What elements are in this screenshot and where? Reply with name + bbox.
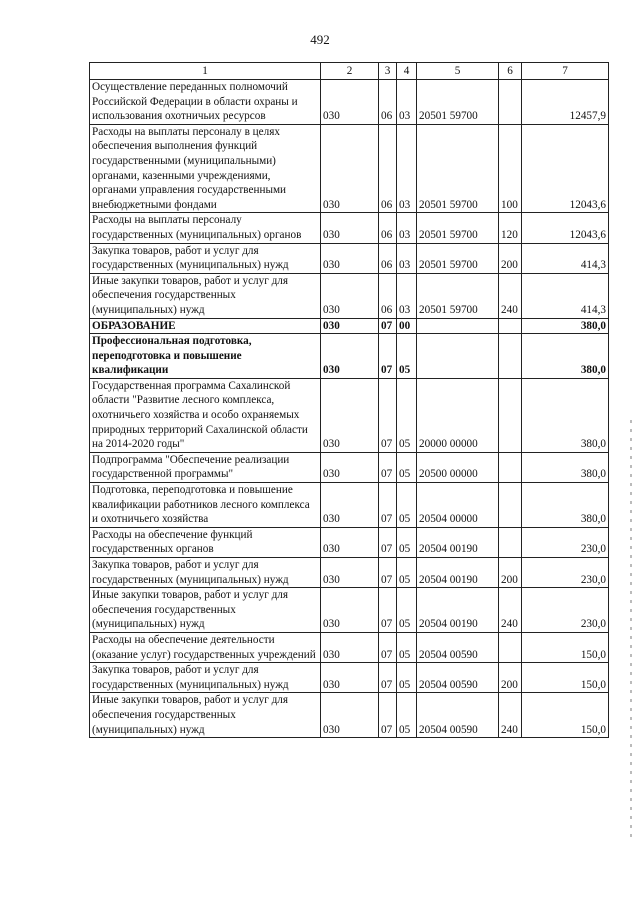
row-expense-type: 240 [499, 273, 522, 318]
row-amount: 150,0 [522, 693, 609, 738]
row-target-item: 20501 59700 [417, 273, 499, 318]
row-section: 07 [379, 483, 397, 528]
row-target-item: 20504 00590 [417, 632, 499, 662]
row-section: 07 [379, 527, 397, 557]
row-subsection: 05 [397, 663, 417, 693]
row-admin-code: 030 [321, 334, 379, 379]
table-row [90, 693, 609, 738]
row-target-item: 20000 00000 [417, 378, 499, 452]
row-expense-type [499, 318, 522, 334]
row-target-item: 20504 00190 [417, 558, 499, 588]
row-section: 07 [379, 334, 397, 379]
table-row [90, 273, 609, 318]
row-name: ОБРАЗОВАНИЕ [90, 318, 321, 334]
row-expense-type [499, 334, 522, 379]
row-subsection: 00 [397, 318, 417, 334]
row-section: 07 [379, 452, 397, 482]
row-name: Государственная программа Сахалинской области "Развитие лесного комплекса, охотничьего хозяйства и особо охраняемых природных территорий Сахалинской области на 2014-2020 годы" [90, 378, 321, 452]
row-amount: 380,0 [522, 318, 609, 334]
table-row [90, 632, 609, 662]
row-expense-type: 120 [499, 213, 522, 243]
row-target-item: 20504 00190 [417, 527, 499, 557]
budget-table [89, 62, 609, 738]
row-admin-code: 030 [321, 558, 379, 588]
row-admin-code: 030 [321, 693, 379, 738]
row-subsection: 03 [397, 273, 417, 318]
row-target-item: 20501 59700 [417, 243, 499, 273]
row-subsection: 05 [397, 693, 417, 738]
row-target-item: 20504 00190 [417, 588, 499, 633]
row-target-item [417, 334, 499, 379]
row-subsection: 05 [397, 588, 417, 633]
row-expense-type: 240 [499, 588, 522, 633]
table-row [90, 452, 609, 482]
row-admin-code: 030 [321, 588, 379, 633]
table-header-row [90, 63, 609, 80]
table-row [90, 213, 609, 243]
row-subsection: 03 [397, 124, 417, 213]
row-section: 07 [379, 588, 397, 633]
row-section: 06 [379, 273, 397, 318]
row-subsection: 05 [397, 378, 417, 452]
row-subsection: 03 [397, 213, 417, 243]
row-name: Расходы на выплаты персоналу в целях обеспечения выполнения функций государственными (муниципальными) органами, казенными учреждениями, органами управления государственными внебюджетными фондами [90, 124, 321, 213]
row-target-item: 20501 59700 [417, 124, 499, 213]
row-amount: 150,0 [522, 663, 609, 693]
row-section: 07 [379, 318, 397, 334]
row-target-item: 20504 00000 [417, 483, 499, 528]
row-target-item [417, 318, 499, 334]
row-expense-type: 240 [499, 693, 522, 738]
row-amount: 150,0 [522, 632, 609, 662]
table-row [90, 483, 609, 528]
row-name: Иные закупки товаров, работ и услуг для обеспечения государственных (муниципальных) нужд [90, 693, 321, 738]
row-target-item: 20501 59700 [417, 80, 499, 125]
page-number: 492 [310, 32, 330, 47]
table-row [90, 124, 609, 213]
table-row [90, 80, 609, 125]
row-amount: 12043,6 [522, 213, 609, 243]
row-amount: 230,0 [522, 588, 609, 633]
table-row [90, 527, 609, 557]
column-header: 7 [522, 63, 609, 80]
row-name: Осуществление переданных полномочий Российской Федерации в области охраны и использования охотничьих ресурсов [90, 80, 321, 125]
row-expense-type [499, 483, 522, 528]
row-admin-code: 030 [321, 632, 379, 662]
row-target-item: 20504 00590 [417, 663, 499, 693]
column-header: 4 [397, 63, 417, 80]
row-subsection: 05 [397, 334, 417, 379]
scan-margin-artifact [630, 420, 632, 840]
row-target-item: 20500 00000 [417, 452, 499, 482]
row-name: Закупка товаров, работ и услуг для государственных (муниципальных) нужд [90, 663, 321, 693]
row-subsection: 03 [397, 243, 417, 273]
row-amount: 414,3 [522, 243, 609, 273]
row-expense-type: 200 [499, 663, 522, 693]
row-name: Закупка товаров, работ и услуг для государственных (муниципальных) нужд [90, 243, 321, 273]
row-amount: 380,0 [522, 334, 609, 379]
column-header: 6 [499, 63, 522, 80]
row-amount: 380,0 [522, 483, 609, 528]
row-admin-code: 030 [321, 124, 379, 213]
budget-table-body [90, 63, 609, 738]
row-section: 06 [379, 80, 397, 125]
row-amount: 230,0 [522, 558, 609, 588]
row-admin-code: 030 [321, 243, 379, 273]
row-admin-code: 030 [321, 663, 379, 693]
row-section: 07 [379, 558, 397, 588]
row-name: Закупка товаров, работ и услуг для государственных (муниципальных) нужд [90, 558, 321, 588]
row-section: 07 [379, 632, 397, 662]
row-expense-type [499, 632, 522, 662]
row-admin-code: 030 [321, 273, 379, 318]
table-row [90, 334, 609, 379]
column-header: 5 [417, 63, 499, 80]
row-expense-type [499, 378, 522, 452]
row-name: Расходы на выплаты персоналу государственных (муниципальных) органов [90, 213, 321, 243]
row-name: Расходы на обеспечение деятельности (оказание услуг) государственных учреждений [90, 632, 321, 662]
row-name: Подпрограмма "Обеспечение реализации государственной программы" [90, 452, 321, 482]
column-header: 2 [321, 63, 379, 80]
table-row [90, 588, 609, 633]
row-admin-code: 030 [321, 452, 379, 482]
row-subsection: 05 [397, 452, 417, 482]
row-section: 06 [379, 124, 397, 213]
table-row [90, 243, 609, 273]
row-name: Иные закупки товаров, работ и услуг для обеспечения государственных (муниципальных) нужд [90, 273, 321, 318]
row-name: Профессиональная подготовка, переподготовка и повышение квалификации [90, 334, 321, 379]
row-subsection: 05 [397, 483, 417, 528]
row-section: 06 [379, 213, 397, 243]
row-target-item: 20501 59700 [417, 213, 499, 243]
row-name: Иные закупки товаров, работ и услуг для обеспечения государственных (муниципальных) нужд [90, 588, 321, 633]
row-amount: 12457,9 [522, 80, 609, 125]
row-expense-type: 200 [499, 243, 522, 273]
row-amount: 414,3 [522, 273, 609, 318]
column-header: 1 [90, 63, 321, 80]
column-header: 3 [379, 63, 397, 80]
row-admin-code: 030 [321, 80, 379, 125]
row-section: 07 [379, 378, 397, 452]
row-expense-type: 100 [499, 124, 522, 213]
row-amount: 12043,6 [522, 124, 609, 213]
row-expense-type [499, 80, 522, 125]
table-row [90, 558, 609, 588]
row-name: Расходы на обеспечение функций государственных органов [90, 527, 321, 557]
row-expense-type [499, 452, 522, 482]
row-expense-type: 200 [499, 558, 522, 588]
row-admin-code: 030 [321, 527, 379, 557]
table-row [90, 663, 609, 693]
row-section: 07 [379, 663, 397, 693]
row-admin-code: 030 [321, 483, 379, 528]
table-row [90, 318, 609, 334]
row-admin-code: 030 [321, 378, 379, 452]
row-admin-code: 030 [321, 213, 379, 243]
row-section: 07 [379, 693, 397, 738]
row-subsection: 05 [397, 527, 417, 557]
row-target-item: 20504 00590 [417, 693, 499, 738]
row-amount: 380,0 [522, 378, 609, 452]
row-subsection: 05 [397, 558, 417, 588]
row-expense-type [499, 527, 522, 557]
row-amount: 230,0 [522, 527, 609, 557]
row-name: Подготовка, переподготовка и повышение квалификации работников лесного комплекса и охотничьего хозяйства [90, 483, 321, 528]
row-subsection: 05 [397, 632, 417, 662]
table-row [90, 378, 609, 452]
row-subsection: 03 [397, 80, 417, 125]
row-amount: 380,0 [522, 452, 609, 482]
row-admin-code: 030 [321, 318, 379, 334]
row-section: 06 [379, 243, 397, 273]
